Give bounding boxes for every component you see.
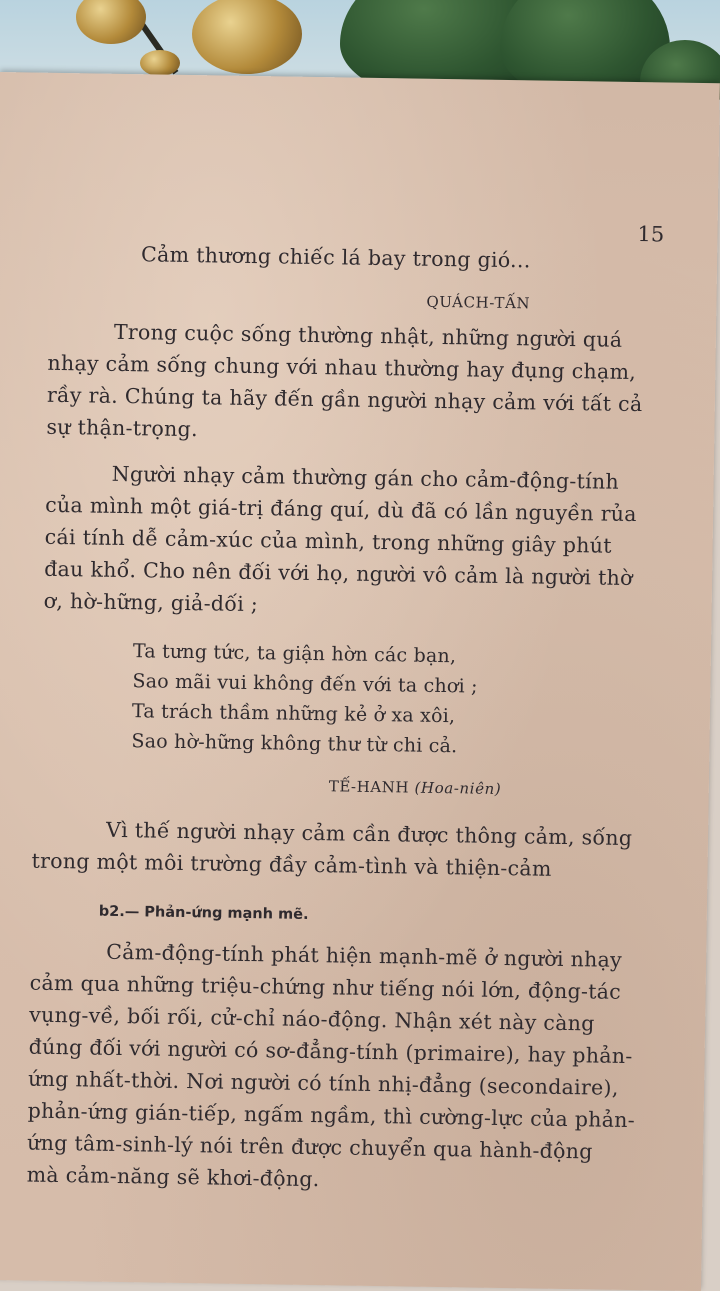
section-heading: b2.— Phản-ứng mạnh mẽ. [98,903,309,923]
poem-line: Ta tưng tức, ta giận hờn các bạn, [132,640,457,668]
paragraph-line: mà cảm-năng sẽ khơi-động. [26,1162,320,1192]
paragraph-line: Vì thế người nhạy cảm cần được thông cảm, sống [105,817,633,851]
gold-ornament [140,50,180,76]
paragraph-line: ứng tâm-sinh-lý nói trên được chuyển qua hành-động [26,1130,593,1164]
paragraph-line: ơ, hờ-hững, giả-dối ; [43,588,259,617]
paragraph-line: Trong cuộc sống thường nhật, những người quá [113,319,623,352]
paragraph-line: Người nhạy cảm thường gán cho cảm-động-tính [111,461,620,494]
poem-line: Ta trách thầm những kẻ ở xa xôi, [131,700,456,728]
paragraph-line: phản-ứng gián-tiếp, ngấm ngầm, thì cường-lực của phản- [27,1098,636,1133]
poem-author: TẾ-HANH [328,777,410,797]
paragraph-line: Cảm-động-tính phát hiện mạnh-mẽ ở người nhạy [106,939,623,972]
gold-ornament [76,0,146,44]
paragraph-line: của mình một giá-trị đáng quí, dù đã có lần nguyền rủa [45,492,637,527]
epigraph-line: Cảm thương chiếc lá bay trong gió... [140,242,531,273]
paragraph-line: sự thận-trọng. [46,414,199,442]
paragraph-line: ứng nhất-thời. Nơi người có tính nhị-đẳng (secondaire), [28,1066,619,1100]
gold-ornament [192,0,302,74]
paragraph-line: đau khổ. Cho nên đối với họ, người vô cảm là người thờ [44,556,633,591]
paragraph-line: vụng-về, bối rối, cử-chỉ náo-động. Nhận xét này càng [29,1002,595,1036]
page-number: 15 [637,222,665,247]
paragraph-line: trong một môi trường đầy cảm-tình và thiện-cảm [31,848,552,881]
epigraph-author: QUÁCH-TẤN [426,292,531,313]
paragraph-line: đúng đối với người có sơ-đẳng-tính (primaire), hay phản- [28,1034,633,1069]
poem-attribution [329,777,502,798]
poem-line: Sao hờ-hững không thư từ chi cả. [131,730,458,758]
paragraph-line: rầy rà. Chúng ta hãy đến gần người nhạy cảm với tất cả [46,382,643,417]
paragraph-line: cái tính dễ cảm-xúc của mình, trong những giây phút [44,524,612,558]
book-page [0,72,720,1291]
paragraph-line: cảm qua những triệu-chứng như tiếng nói lớn, động-tác [29,970,622,1004]
poem-source: (Hoa-niên) [414,778,502,798]
poem-line: Sao mãi vui không đến với ta chơi ; [132,670,478,698]
paragraph-line: nhạy cảm sống chung với nhau thường hay đụng chạm, [47,350,637,385]
